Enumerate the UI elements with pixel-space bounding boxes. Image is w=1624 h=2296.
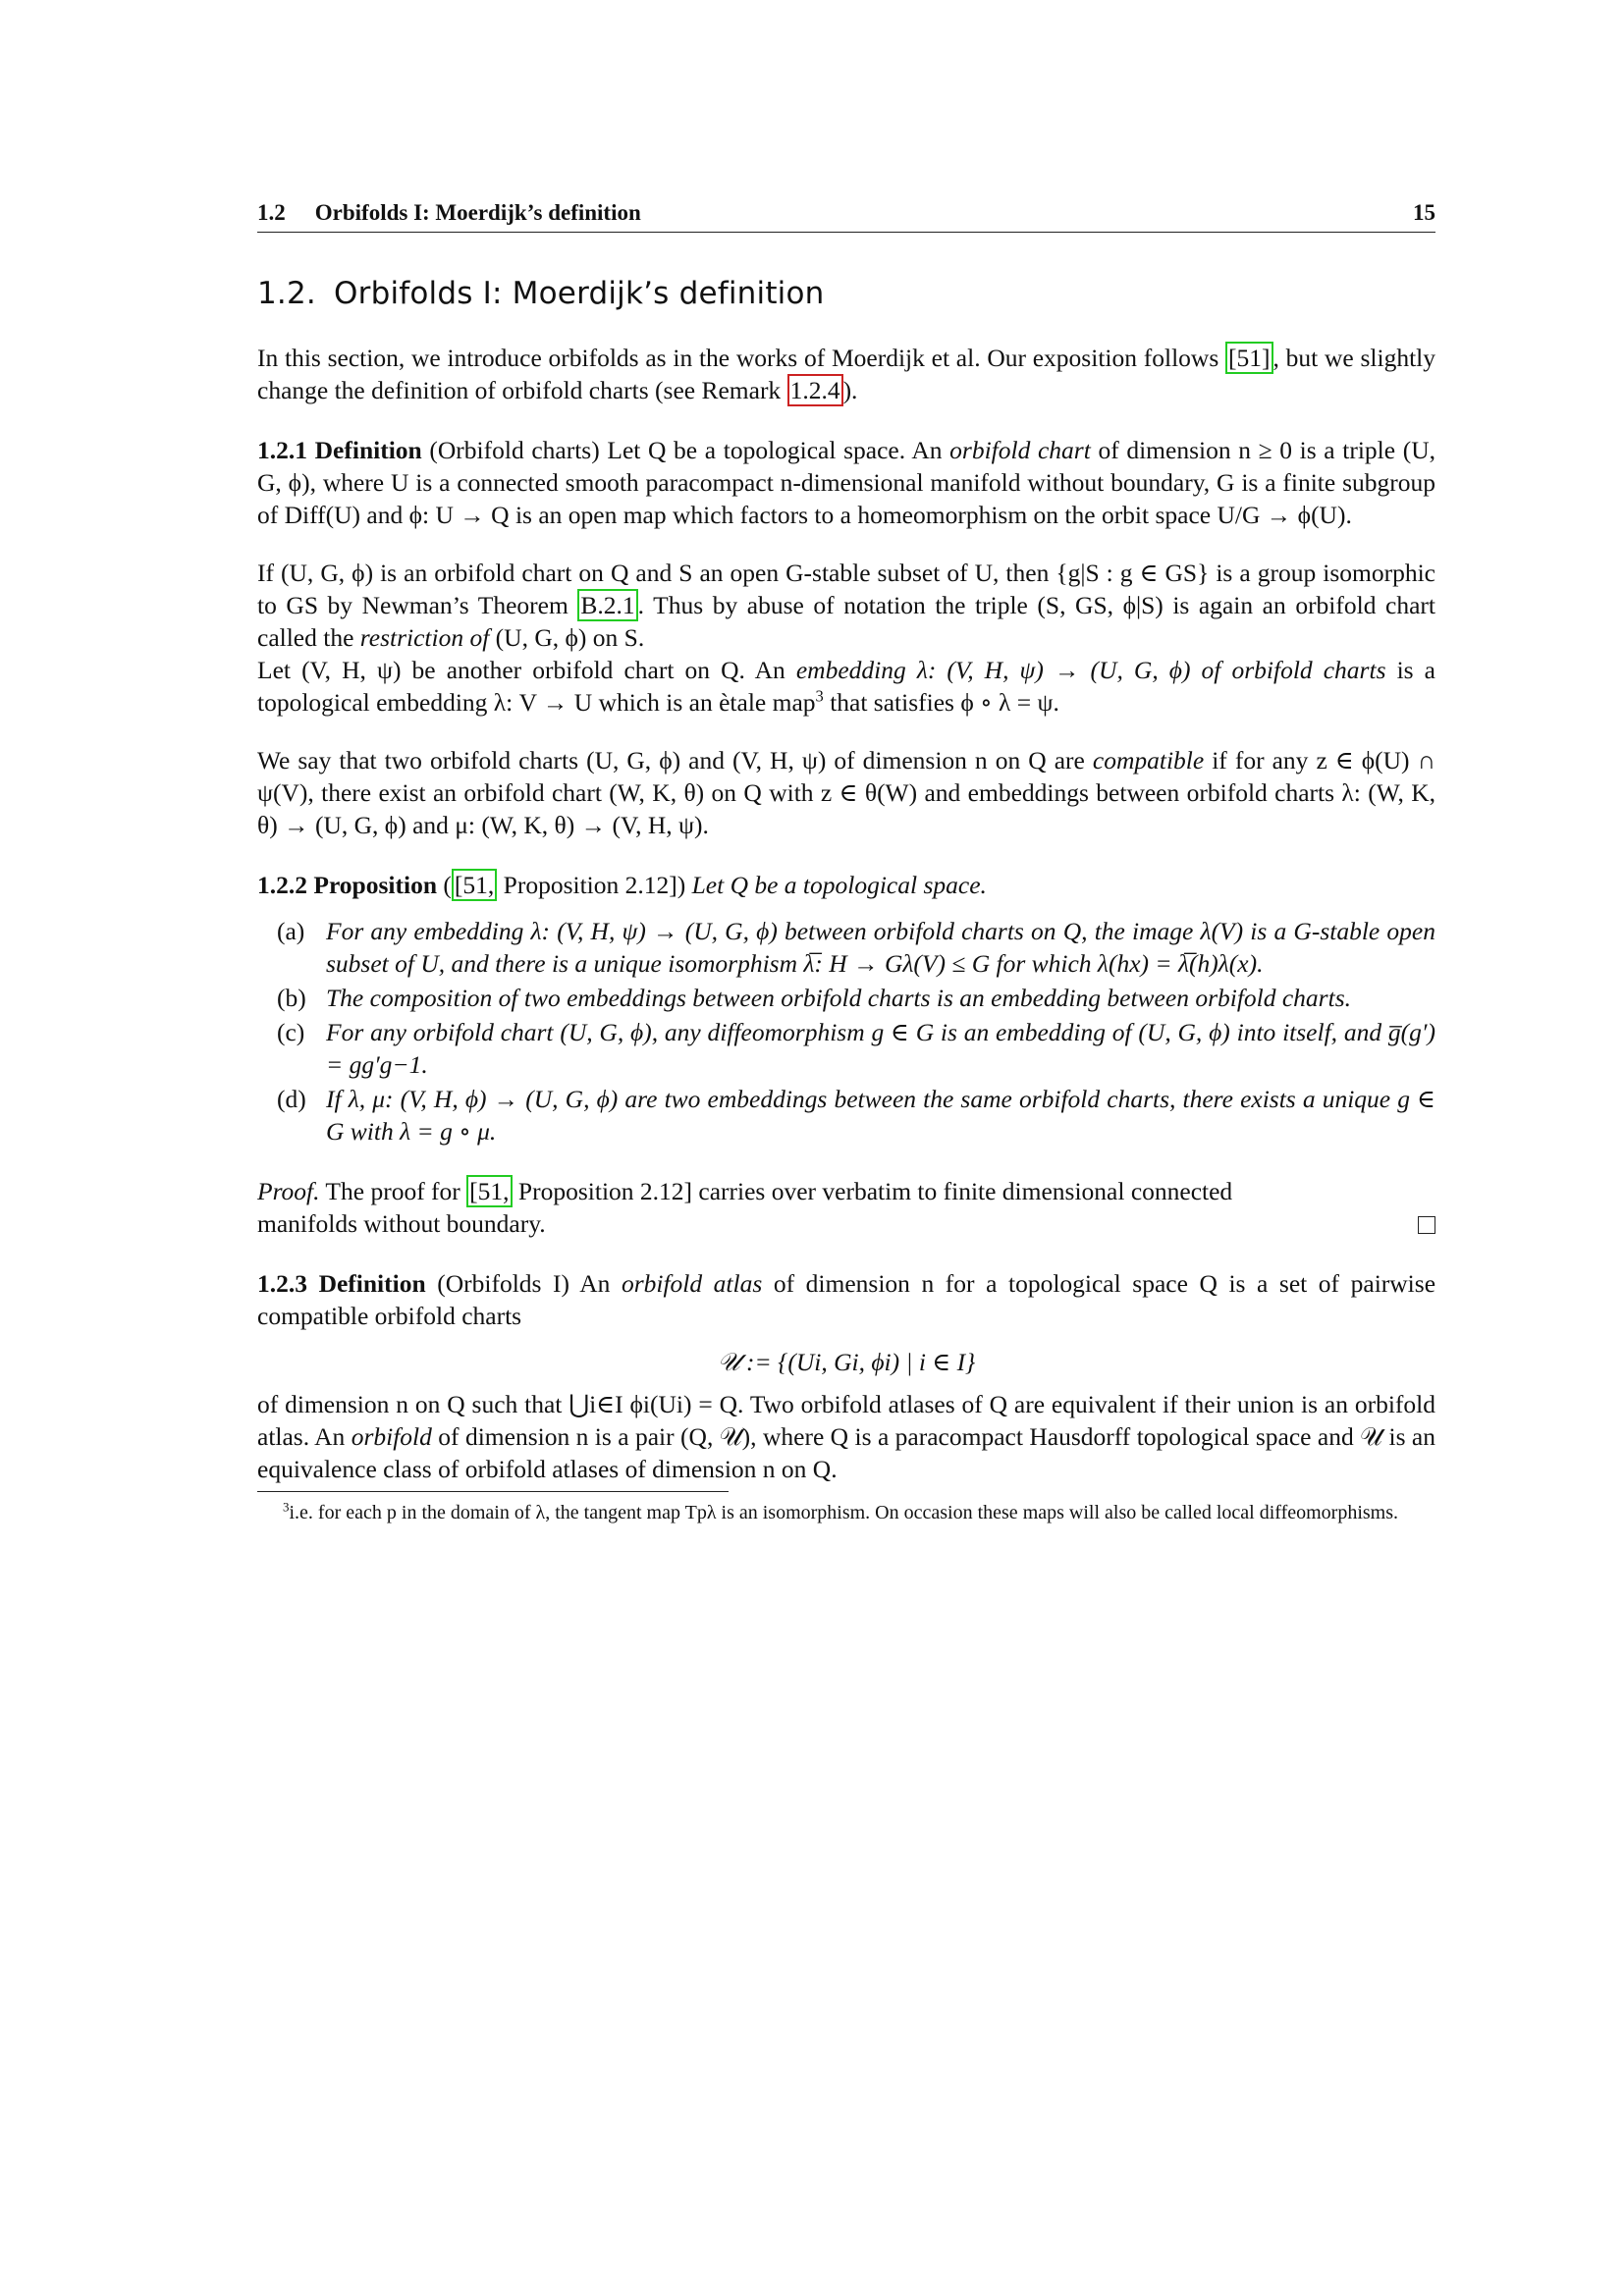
definition-text-c: of dimension n on Q such that ⋃i∈I ϕi(Ui) = Q. Two orbifold atlases of Q are equivalent if their union is an orbifold atlas. An bbox=[257, 1390, 1435, 1451]
item-label: (a) bbox=[277, 917, 305, 945]
embedding-text-a: Let (V, H, ψ) be another orbifold chart on Q. An bbox=[257, 656, 796, 684]
item-text: For any orbifold chart (U, G, ϕ), any diffeomorphism g ∈ G is an embedding of (U, G, ϕ) into itself, and g̅(g′) = gg′g−1. bbox=[326, 1018, 1435, 1079]
page-number: 15 bbox=[1413, 200, 1435, 225]
item-label: (c) bbox=[277, 1018, 305, 1046]
footnote-mark[interactable]: 3 bbox=[815, 686, 824, 706]
item-text: If λ, μ: (V, H, ϕ) → (U, G, ϕ) are two embeddings between the same orbifold charts, there exists a unique g ∈ G with λ = g ∘ μ. bbox=[326, 1085, 1435, 1146]
definition-name: (Orbifold charts) bbox=[429, 436, 600, 464]
proof-text-b: Proposition 2.12] carries over verbatim to finite dimensional connected bbox=[512, 1177, 1233, 1205]
footnote bbox=[257, 1500, 1435, 1525]
proof-last-line bbox=[257, 1207, 1435, 1240]
restriction-text-b: . Thus by abuse of notation the triple (S, GS, ϕ|S) is again an orbifold chart called the bbox=[257, 591, 1435, 652]
qed-square-icon bbox=[1418, 1216, 1435, 1234]
section-title-number: 1.2. bbox=[257, 276, 316, 311]
definition-name: (Orbifolds I) bbox=[437, 1269, 570, 1298]
definition-text-d: of dimension n is a pair (Q, 𝒰), where Q is a paracompact Hausdorff topological space and 𝒰 is an equivalence class of orbifold atlases of dimension n on Q. bbox=[257, 1422, 1435, 1483]
item-text: The composition of two embeddings between orbifold charts is an embedding between orbifold charts. bbox=[326, 984, 1351, 1012]
footnote-rule bbox=[257, 1491, 729, 1492]
proof-label: Proof. bbox=[257, 1177, 320, 1205]
definition-term-orbifold: orbifold bbox=[351, 1422, 432, 1451]
section-title-text: Orbifolds I: Moerdijk’s definition bbox=[334, 276, 825, 311]
definition-text-b: of dimension n ≥ 0 is a triple (U, G, ϕ), where U is a connected smooth paracompact n-dimensional manifold without boundary, G is a finite subgroup of Diff(U) and ϕ: U → Q is an open map which factors to a homeomorphism on the orbit space U/G → ϕ(U). bbox=[257, 436, 1436, 529]
list-item bbox=[257, 915, 1435, 980]
display-equation: 𝒰 := {(Ui, Gi, ϕi) | i ∈ I} bbox=[717, 1348, 976, 1376]
definition-text-a: An bbox=[569, 1269, 622, 1298]
footnote-text: i.e. for each p in the domain of λ, the tangent map Tpλ is an isomorphism. On occasion these maps will also be called local diffeomorphisms. bbox=[289, 1502, 1399, 1523]
embedding-text-c: that satisfies ϕ ∘ λ = ψ. bbox=[823, 688, 1059, 717]
running-header bbox=[257, 196, 1435, 233]
section-title bbox=[257, 278, 1435, 310]
embedding-term: embedding λ: (V, H, ψ) → (U, G, ϕ) of orbifold charts bbox=[795, 656, 1386, 684]
running-header-section-title: Orbifolds I: Moerdijk’s definition bbox=[314, 200, 641, 225]
proof-text-c: manifolds without boundary. bbox=[257, 1209, 546, 1238]
restriction-paragraph bbox=[257, 557, 1435, 719]
restriction-text-c: (U, G, ϕ) on S. bbox=[489, 623, 645, 652]
intro-paragraph bbox=[257, 342, 1435, 406]
definition-1-2-1 bbox=[257, 434, 1435, 531]
proof-paragraph bbox=[257, 1175, 1435, 1207]
citation-link-51[interactable]: [51, bbox=[452, 869, 497, 901]
intro-text-a: In this section, we introduce orbifolds as in the works of Moerdijk et al. Our exposition follows bbox=[257, 344, 1226, 372]
restriction-text-a: If (U, G, ϕ) is an orbifold chart on Q and S an open G-stable subset of U, then {g|S : g ∈ GS} is a group isomorphic to GS by Newman’s Theorem bbox=[257, 559, 1435, 619]
list-item bbox=[257, 1016, 1435, 1081]
definition-1-2-3 bbox=[257, 1267, 1435, 1332]
intro-text-b: , but we slightly change the definition of orbifold charts (see Remark bbox=[257, 344, 1435, 404]
footnote-number: 3 bbox=[283, 1499, 290, 1515]
item-text: For any embedding λ: (V, H, ψ) → (U, G, ϕ) between orbifold charts on Q, the image λ(V) is a G-stable open subset of U, and there is a unique isomorphism λ̅: H → Gλ(V) ≤ G for which λ(hx) = λ̅(h)λ(x). bbox=[326, 917, 1435, 978]
definition-term: orbifold atlas bbox=[621, 1269, 763, 1298]
item-label: (b) bbox=[277, 984, 306, 1012]
running-header-section-number: 1.2 bbox=[257, 200, 286, 225]
proof-text-a: The proof for bbox=[319, 1177, 467, 1205]
compatible-paragraph bbox=[257, 744, 1435, 841]
proposition-paren: ( bbox=[437, 871, 452, 899]
item-label: (d) bbox=[277, 1085, 306, 1113]
definition-continuation bbox=[257, 1388, 1435, 1485]
list-item bbox=[257, 982, 1435, 1014]
citation-link-51[interactable]: [51] bbox=[1225, 342, 1272, 374]
intro-text-c: ). bbox=[842, 376, 858, 404]
compatible-text-b: if for any z ∈ ϕ(U) ∩ ψ(V), there exist an orbifold chart (W, K, θ) on Q with z ∈ θ(W) and embeddings between orbifold charts λ: (W, K, θ) → (U, G, ϕ) and μ: (W, K, θ) → (V, H, ψ). bbox=[257, 746, 1435, 839]
page bbox=[257, 196, 1435, 1525]
definition-text-b: of dimension n for a topological space Q is a set of pairwise compatible orbifold charts bbox=[257, 1269, 1436, 1330]
proposition-citation: Proposition 2.12]) bbox=[497, 871, 686, 899]
theorem-link-b-2-1[interactable]: B.2.1 bbox=[577, 589, 637, 621]
proposition-statement: Let Q be a topological space. bbox=[685, 871, 987, 899]
proposition-items bbox=[257, 915, 1435, 1148]
definition-heading: 1.2.1 Definition bbox=[257, 436, 422, 464]
restriction-term: restriction of bbox=[359, 623, 490, 652]
compatible-text-a: We say that two orbifold charts (U, G, ϕ) and (V, H, ψ) of dimension n on Q are bbox=[257, 746, 1093, 774]
compatible-term: compatible bbox=[1092, 746, 1205, 774]
definition-term: orbifold chart bbox=[949, 436, 1091, 464]
definition-text-a: Let Q be a topological space. An bbox=[599, 436, 950, 464]
proposition-1-2-2 bbox=[257, 869, 1435, 901]
running-header-title bbox=[257, 196, 641, 229]
remark-link-1-2-4[interactable]: 1.2.4 bbox=[787, 374, 843, 406]
definition-heading: 1.2.3 Definition bbox=[257, 1269, 426, 1298]
proposition-heading: 1.2.2 Proposition bbox=[257, 871, 438, 899]
citation-link-51[interactable]: [51, bbox=[466, 1175, 512, 1207]
embedding-text-b: is a topological embedding λ: V → U which is an ètale map bbox=[257, 656, 1435, 717]
list-item bbox=[257, 1083, 1435, 1148]
